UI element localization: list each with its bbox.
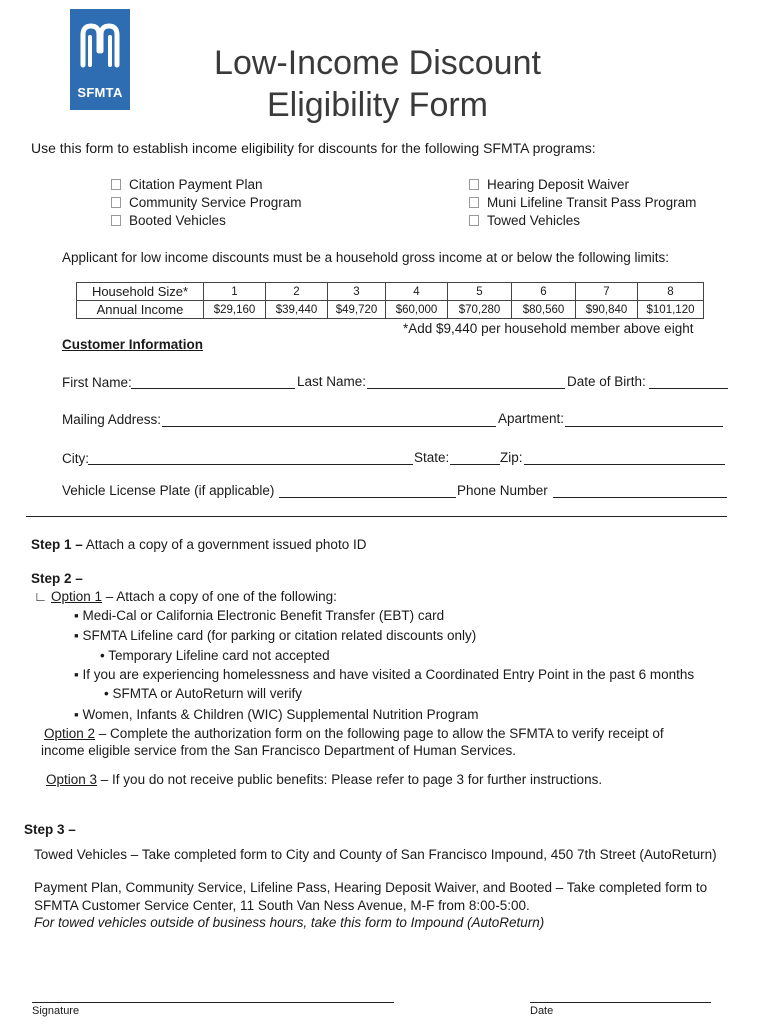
option-1-item: ▪ SFMTA Lifeline card (for parking or citation related discounts only) bbox=[74, 628, 477, 643]
plate-field[interactable] bbox=[279, 497, 456, 498]
option-1-item: ▪ If you are experiencing homelessness and have visited a Coordinated Entry Point in the past 6 months bbox=[74, 667, 695, 682]
zip-label: Zip: bbox=[500, 450, 523, 465]
limits-intro: Applicant for low income discounts must be a household gross income at or below the following limits: bbox=[62, 250, 670, 265]
last-name-label: Last Name: bbox=[297, 374, 367, 389]
table-cell: $90,840 bbox=[576, 301, 638, 319]
sfmta-logo bbox=[70, 9, 130, 110]
table-cell: $39,440 bbox=[266, 301, 328, 319]
table-cell: $29,160 bbox=[204, 301, 266, 319]
first-name-field[interactable] bbox=[131, 388, 295, 389]
table-cell: 8 bbox=[638, 283, 704, 301]
checkbox-icon bbox=[469, 197, 479, 208]
program-item: Booted Vehicles bbox=[111, 212, 302, 230]
table-cell: $70,280 bbox=[448, 301, 512, 319]
date-field[interactable] bbox=[530, 1002, 711, 1003]
program-item: Citation Payment Plan bbox=[111, 176, 302, 194]
signature-label: Signature bbox=[32, 1005, 80, 1017]
first-name-label: First Name: bbox=[62, 375, 132, 390]
dob-field[interactable] bbox=[649, 388, 728, 389]
income-limits-table bbox=[76, 282, 704, 319]
program-item: Muni Lifeline Transit Pass Program bbox=[469, 194, 696, 212]
step-3-towed: Towed Vehicles – Take completed form to City and County of San Francisco Impound, 450 7th Street (AutoReturn) bbox=[34, 847, 717, 862]
apartment-field[interactable] bbox=[565, 426, 723, 427]
branch-icon: ∟ bbox=[34, 589, 51, 604]
option-1-item: ▪ Medi-Cal or California Electronic Benefit Transfer (EBT) card bbox=[74, 608, 445, 623]
signature-field[interactable] bbox=[32, 1002, 394, 1003]
table-cell: 2 bbox=[266, 283, 328, 301]
table-cell: 4 bbox=[386, 283, 448, 301]
program-item: Towed Vehicles bbox=[469, 212, 696, 230]
phone-field[interactable] bbox=[553, 497, 727, 498]
program-item: Hearing Deposit Waiver bbox=[469, 176, 696, 194]
title-line-1: Low-Income Discount bbox=[214, 44, 541, 82]
option-2: Option 2 – Complete the authorization form on the following page to allow the SFMTA to verify receipt of bbox=[44, 726, 664, 741]
table-cell: $101,120 bbox=[638, 301, 704, 319]
mailing-address-label: Mailing Address: bbox=[62, 412, 162, 427]
option-3: Option 3 – If you do not receive public benefits: Please refer to page 3 for further instructions. bbox=[46, 772, 603, 787]
state-label: State: bbox=[414, 450, 450, 465]
table-cell: $80,560 bbox=[512, 301, 576, 319]
apartment-label: Apartment: bbox=[498, 411, 565, 426]
table-cell: 6 bbox=[512, 283, 576, 301]
logo-text: SFMTA bbox=[77, 85, 123, 100]
table-row bbox=[77, 283, 704, 301]
phone-label: Phone Number bbox=[457, 483, 548, 498]
page-title bbox=[170, 42, 585, 126]
option-2-continued: income eligible service from the San Francisco Department of Human Services. bbox=[41, 743, 516, 758]
table-cell: 5 bbox=[448, 283, 512, 301]
step-3-label: Step 3 – bbox=[24, 822, 76, 837]
option-1-subitem: • SFMTA or AutoReturn will verify bbox=[104, 686, 303, 701]
step-3-payment-continued: SFMTA Customer Service Center, 11 South Van Ness Avenue, M-F from 8:00-5:00. bbox=[34, 898, 530, 913]
muni-worm-icon bbox=[78, 21, 122, 69]
checkbox-icon bbox=[469, 215, 479, 226]
table-cell: $60,000 bbox=[386, 301, 448, 319]
checkbox-icon bbox=[111, 215, 121, 226]
step-3-payment: Payment Plan, Community Service, Lifeline Pass, Hearing Deposit Waiver, and Booted – Take completed form to bbox=[34, 880, 708, 895]
program-item: Community Service Program bbox=[111, 194, 302, 212]
dob-label: Date of Birth: bbox=[567, 374, 646, 389]
mailing-address-field[interactable] bbox=[162, 426, 496, 427]
step-2-label: Step 2 – bbox=[31, 571, 83, 586]
table-cell: 3 bbox=[328, 283, 386, 301]
table-cell: $49,720 bbox=[328, 301, 386, 319]
table-cell: 1 bbox=[204, 283, 266, 301]
household-size-label: Household Size* bbox=[77, 283, 204, 301]
state-field[interactable] bbox=[450, 464, 500, 465]
limits-note: *Add $9,440 per household member above eight bbox=[403, 321, 694, 336]
table-row bbox=[77, 301, 704, 319]
plate-label: Vehicle License Plate (if applicable) bbox=[62, 483, 275, 498]
customer-info-heading: Customer Information bbox=[62, 337, 204, 352]
intro-text: Use this form to establish income eligibility for discounts for the following SFMTA programs: bbox=[31, 140, 596, 156]
step-3-after-hours: For towed vehicles outside of business hours, take this form to Impound (AutoReturn) bbox=[34, 915, 545, 930]
option-1: ∟ Option 1 – Attach a copy of one of the following: bbox=[34, 589, 337, 604]
option-1-item: ▪ Women, Infants & Children (WIC) Supplemental Nutrition Program bbox=[74, 707, 479, 722]
city-label: City: bbox=[62, 451, 89, 466]
checkbox-icon bbox=[111, 197, 121, 208]
city-field[interactable] bbox=[88, 464, 413, 465]
annual-income-label: Annual Income bbox=[77, 301, 204, 319]
last-name-field[interactable] bbox=[367, 388, 565, 389]
programs-right bbox=[469, 176, 696, 230]
programs-left bbox=[111, 176, 302, 230]
date-label: Date bbox=[530, 1005, 554, 1017]
option-1-subitem: • Temporary Lifeline card not accepted bbox=[100, 648, 330, 663]
checkbox-icon bbox=[111, 179, 121, 190]
step-1: Step 1 – Attach a copy of a government issued photo ID bbox=[31, 537, 367, 552]
zip-field[interactable] bbox=[524, 464, 725, 465]
title-line-2: Eligibility Form bbox=[266, 86, 489, 124]
checkbox-icon bbox=[469, 179, 479, 190]
table-cell: 7 bbox=[576, 283, 638, 301]
section-divider bbox=[26, 516, 727, 517]
